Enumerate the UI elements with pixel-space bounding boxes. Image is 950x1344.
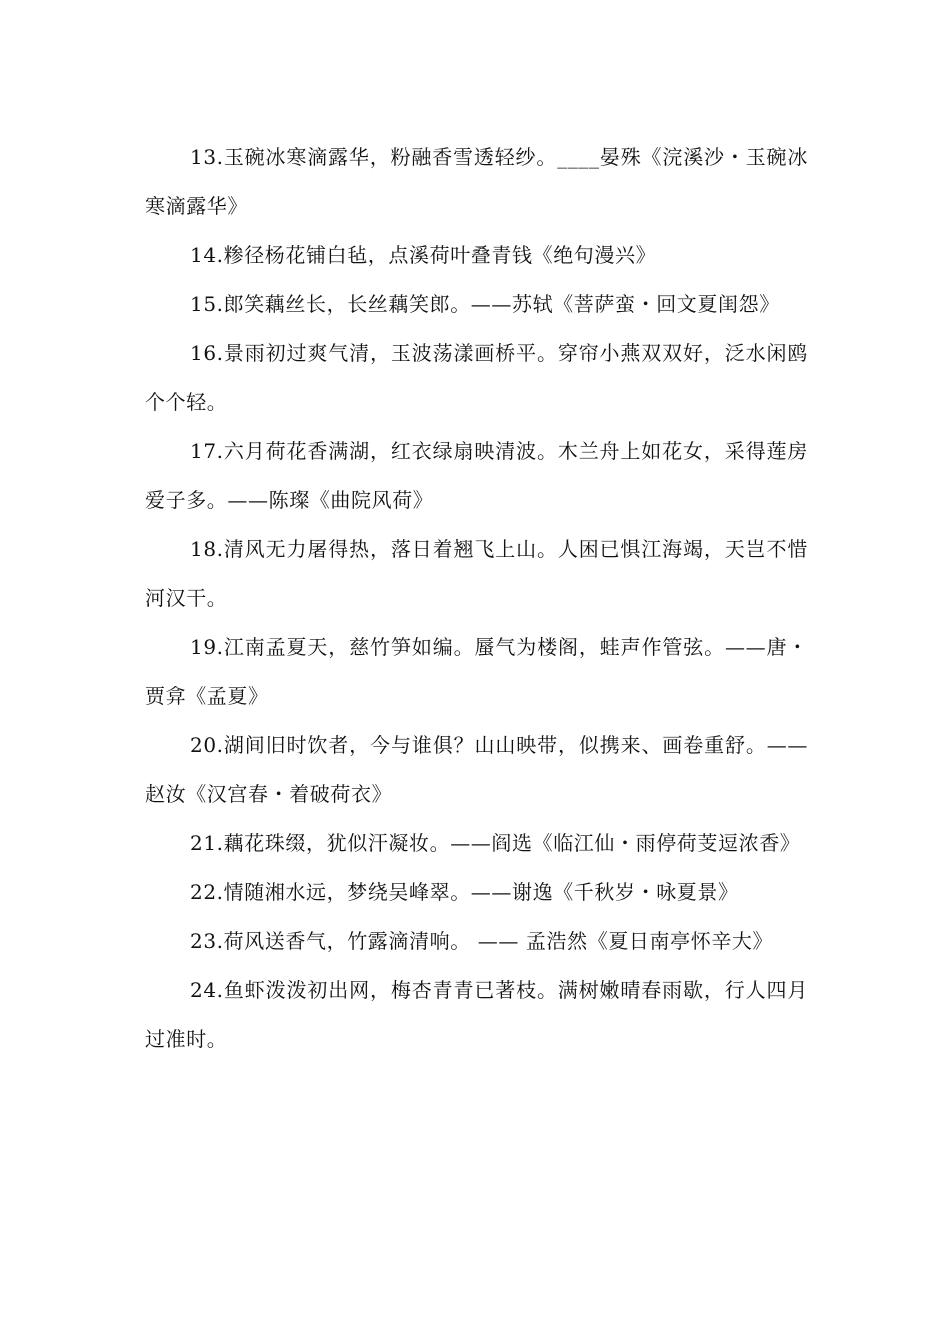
poem-line-23: 23.荷风送香气，竹露滴清响。 —— 孟浩然《夏日南亭怀辛大》: [190, 929, 774, 953]
poem-line-16: 16.景雨初过爽气清，玉波荡漾画桥平。穿帘小燕双双好，泛水闲鸥个个轻。: [145, 341, 808, 414]
poem-line-13: 13.玉碗冰寒滴露华，粉融香雪透轻纱。____晏殊《浣溪沙・玉碗冰寒滴露华》: [145, 145, 808, 218]
poem-line-15: 15.郎笑藕丝长，长丝藕笑郎。——苏轼《菩萨蛮・回文夏闺怨》: [190, 292, 780, 316]
poem-line-17: 17.六月荷花香满湖，红衣绿扇映清波。木兰舟上如花女，采得莲房爱子多。——陈璨《曲院风荷》: [145, 439, 808, 512]
poem-line-24: 24.鱼虾泼泼初出网，梅杏青青已著枝。满树嫩晴春雨歇，行人四月过准时。: [145, 978, 808, 1051]
poem-line-22: 22.情随湘水远，梦绕吴峰翠。——谢逸《千秋岁・咏夏景》: [190, 880, 739, 904]
poem-line-20: 20.湖间旧时饮者，今与谁俱？山山映带，似携来、画卷重舒。——赵汝《汉宫春・着破荷衣》: [145, 733, 808, 806]
poem-line-19: 19.江南孟夏天，慈竹笋如编。蜃气为楼阁，蛙声作管弦。——唐・贾弇《孟夏》: [145, 635, 808, 708]
poem-line-14: 14.糁径杨花铺白毡，点溪荷叶叠青钱《绝句漫兴》: [190, 243, 657, 267]
poem-line-18: 18.清风无力屠得热，落日着翘飞上山。人困已惧江海竭，天岂不惜河汉干。: [145, 537, 808, 610]
poem-line-21: 21.藕花珠缀，犹似汗凝妆。——阎选《临江仙・雨停荷芰逗浓香》: [190, 831, 801, 855]
document-body: [145, 133, 808, 1064]
